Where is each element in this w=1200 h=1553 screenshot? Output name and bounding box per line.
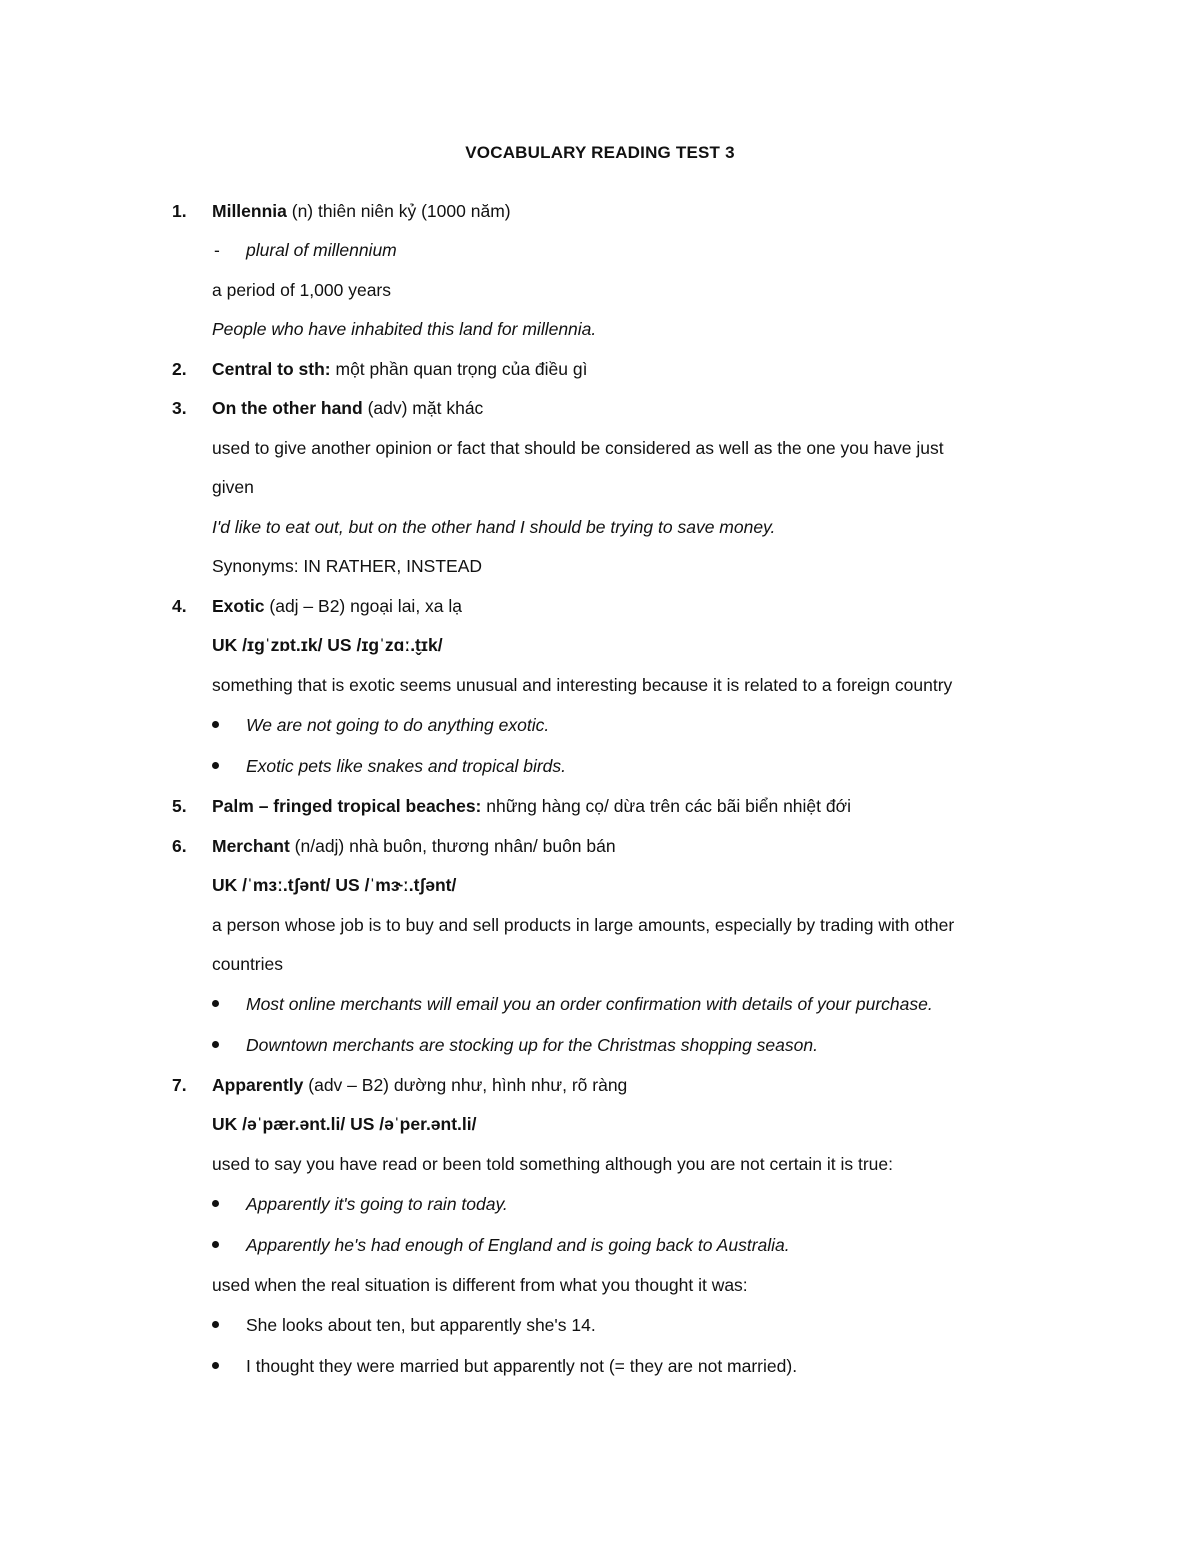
example-text: Apparently it's going to rain today.: [246, 1194, 508, 1214]
example-text: I'd like to eat out, but on the other hand I should be trying to save money.: [212, 517, 776, 537]
item-number: 5.: [172, 796, 187, 816]
example-text: Apparently he's had enough of England and is going back to Australia.: [246, 1235, 790, 1255]
bullet-icon: [212, 1041, 219, 1048]
definition-text-continued: given: [212, 477, 254, 497]
dash-marker: -: [214, 240, 220, 260]
example-text: Exotic pets like snakes and tropical birds.: [246, 756, 567, 776]
definition-text: a period of 1,000 years: [212, 280, 392, 300]
item-number: 2.: [172, 359, 187, 379]
headword-gloss: những hàng cọ/ dừa trên các bãi biển nhiệt đới: [481, 796, 851, 816]
item-number: 7.: [172, 1075, 187, 1095]
definition-text: a person whose job is to buy and sell products in large amounts, especially by trading with other: [212, 915, 955, 935]
pronunciation-text: UK /əˈpær.ənt.li/ US /əˈper.ənt.li/: [212, 1114, 477, 1134]
headword: Merchant: [212, 836, 290, 856]
headword-gloss: (adj – B2) ngoại lai, xa lạ: [264, 596, 463, 616]
headword: Apparently: [212, 1075, 304, 1095]
item-headword-line: [212, 1073, 627, 1097]
definition-text-continued: countries: [212, 954, 284, 974]
definition-text: something that is exotic seems unusual and interesting because it is related to a foreign country: [212, 675, 953, 695]
note-text: plural of millennium: [246, 240, 397, 260]
bullet-icon: [212, 1241, 219, 1248]
item-headword-line: [212, 199, 511, 223]
definition-text: used when the real situation is different from what you thought it was:: [212, 1275, 748, 1295]
headword: Palm – fringed tropical beaches:: [212, 796, 482, 816]
example-text: People who have inhabited this land for millennia.: [212, 319, 597, 339]
item-number: 3.: [172, 398, 187, 418]
pronunciation-text: UK /ˈmɜː.tʃənt/ US /ˈmɝː.tʃənt/: [212, 875, 457, 895]
definition-text: used to give another opinion or fact that should be considered as well as the one you have just: [212, 438, 944, 458]
bullet-icon: [212, 762, 219, 769]
bullet-icon: [212, 721, 219, 728]
item-number: 1.: [172, 201, 187, 221]
example-text: Most online merchants will email you an order confirmation with details of your purchase.: [246, 994, 933, 1014]
item-headword-line: [212, 794, 851, 818]
item-number: 4.: [172, 596, 187, 616]
item-headword-line: [212, 834, 616, 858]
example-text: We are not going to do anything exotic.: [246, 715, 550, 735]
example-text: She looks about ten, but apparently she's 14.: [246, 1315, 596, 1335]
bullet-icon: [212, 1200, 219, 1207]
headword-gloss: một phần quan trọng của điều gì: [330, 359, 588, 379]
headword-gloss: (adv – B2) dường như, hình như, rõ ràng: [303, 1075, 628, 1095]
item-headword-line: [212, 594, 462, 618]
definition-text: used to say you have read or been told something although you are not certain it is true:: [212, 1154, 893, 1174]
headword: Exotic: [212, 596, 265, 616]
headword-gloss: (adv) mặt khác: [362, 398, 484, 418]
example-text: I thought they were married but apparently not (= they are not married).: [246, 1356, 798, 1376]
headword-gloss: (n) thiên niên kỷ (1000 năm): [286, 201, 511, 221]
synonyms-text: Synonyms: IN RATHER, INSTEAD: [212, 556, 483, 576]
headword: Central to sth:: [212, 359, 331, 379]
headword: Millennia: [212, 201, 287, 221]
page-title: VOCABULARY READING TEST 3: [465, 143, 735, 162]
item-number: 6.: [172, 836, 187, 856]
item-headword-line: [212, 357, 587, 381]
bullet-icon: [212, 1000, 219, 1007]
bullet-icon: [212, 1321, 219, 1328]
example-text: Downtown merchants are stocking up for the Christmas shopping season.: [246, 1035, 818, 1055]
headword: On the other hand: [212, 398, 363, 418]
item-headword-line: [212, 396, 483, 420]
pronunciation-text: UK /ɪɡˈzɒt.ɪk/ US /ɪɡˈzɑː.t̬ɪk/: [212, 635, 443, 655]
headword-gloss: (n/adj) nhà buôn, thương nhân/ buôn bán: [289, 836, 616, 856]
bullet-icon: [212, 1362, 219, 1369]
